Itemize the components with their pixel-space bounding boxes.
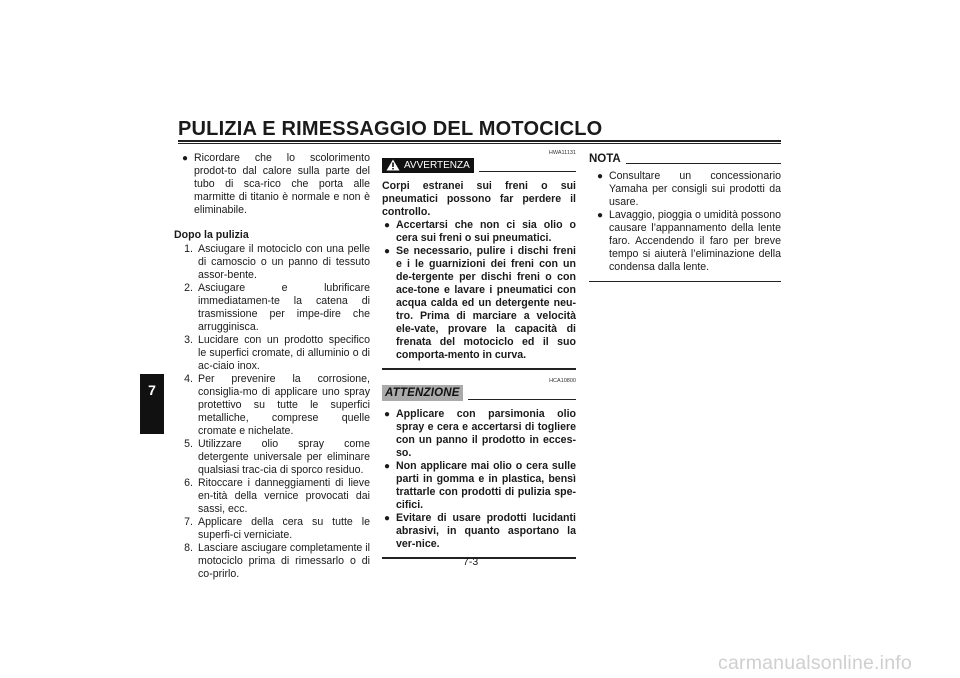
caution-header (382, 385, 576, 401)
caution-header-line (468, 399, 576, 400)
step-text: Utilizzare olio spray come detergente universale per eliminare qualsiasi trac-cia di sporco residuo. (198, 438, 370, 476)
bullet-text: Accertarsi che non ci sia olio o cera sui freni o sui pneumatici. (396, 219, 576, 244)
bullet-text: Non applicare mai olio o cera sulle parti in gomma e in plastica, bensì trattarle con prodotti di pulizia spe-cifici. (396, 460, 576, 511)
list-item (597, 170, 781, 209)
warning-label: AVVERTENZA (404, 159, 470, 171)
page-number: 7-3 (463, 556, 479, 568)
note-bottom-rule (589, 281, 781, 282)
step-text: Lasciare asciugare completamente il motociclo prima di rimessarlo o di co-prirlo. (198, 542, 370, 580)
step-number: 4. (184, 373, 193, 385)
bullet-icon: ● (384, 409, 391, 420)
list-item (384, 219, 576, 245)
step-item (174, 334, 370, 373)
bullet-text: Se necessario, pulire i dischi freni e i le guarnizioni dei freni con un de-tergente per dischi freni o con ace-tone e lavare i pneumatici con acqua calda ed un detergente neu-tro. Prima di marciare a velocità ele-vate, provare la capacità di frenata del motociclo ed il suo comporta-mento in curva. (396, 245, 576, 361)
bullet-text: Evitare di usare prodotti lucidanti abrasivi, in quanto asportano la ver-nice. (396, 512, 576, 550)
list-item (384, 408, 576, 460)
step-item (174, 282, 370, 334)
warning-header-line (479, 171, 576, 172)
step-text: Per prevenire la corrosione, consiglia-mo di applicare uno spray protettivo su tutte le superfici metalliche, comprese quelle cromate e nichelate. (198, 373, 370, 437)
step-number: 6. (184, 477, 193, 489)
list-item (384, 512, 576, 551)
step-item (174, 243, 370, 282)
bullet-icon: ● (384, 220, 391, 231)
list-item (384, 245, 576, 362)
step-item (174, 373, 370, 438)
step-text: Ritoccare i danneggiamenti di lieve en-tità della vernice provocati dai sassi, ecc. (198, 477, 370, 515)
warning-label-box (382, 158, 474, 173)
list-item (384, 460, 576, 512)
section-heading: Dopo la pulizia (174, 229, 249, 241)
bullet-text: Ricordare che lo scolorimento prodot-to dal calore sulla parte del tubo di sca-rico che porta alle marmitte di titanio è normale e non è eliminabile. (194, 152, 370, 216)
warning-body (382, 219, 576, 362)
step-text: Lucidare con un prodotto specifico le superfici cromate, di alluminio o di ac-ciaio inox. (198, 334, 370, 372)
step-number: 5. (184, 438, 193, 450)
note-body (589, 170, 781, 274)
bullet-icon: ● (384, 513, 391, 524)
bullet-text: Lavaggio, pioggia o umidità possono causare l’appannamento della lente faro. Accendendo il faro per breve tempo si aiuterà l’eliminazione della condensa dalla lente. (609, 209, 781, 273)
bullet-text: Applicare con parsimonia olio spray e cera e accertarsi di togliere con un panno il prodotto in ecces-so. (396, 408, 576, 459)
step-number: 7. (184, 516, 193, 528)
bullet-icon: ● (384, 246, 391, 257)
watermark: carmanualsonline.info (718, 652, 912, 674)
caution-bottom-rule (382, 557, 576, 559)
left-column (174, 152, 370, 581)
title-rule-thin (178, 143, 781, 144)
bullet-icon: ● (597, 171, 604, 182)
step-item (174, 438, 370, 477)
chapter-tab: 7 (140, 374, 164, 434)
warning-intro: Corpi estranei sui freni o sui pneumatici possono far perdere il controllo. (382, 180, 576, 218)
step-text: Asciugare il motociclo con una pelle di camoscio o un panno di tessuto assor-bente. (198, 243, 370, 281)
warning-bottom-rule (382, 368, 576, 370)
step-item (174, 477, 370, 516)
warning-header (382, 157, 576, 173)
warning-code: HWA11131 (548, 150, 576, 156)
steps-list (174, 243, 370, 581)
warning-triangle-icon (386, 159, 400, 171)
page-title: PULIZIA E RIMESSAGGIO DEL MOTOCICLO (178, 118, 603, 140)
right-column (589, 150, 781, 282)
step-item (174, 542, 370, 581)
bullet-icon: ● (597, 210, 604, 221)
list-item (182, 152, 370, 217)
middle-column (382, 150, 576, 559)
list-item (597, 209, 781, 274)
note-label: NOTA (589, 153, 621, 165)
step-text: Applicare della cera su tutte le superfi-ci verniciate. (198, 516, 370, 541)
step-item (174, 516, 370, 542)
note-header (589, 150, 781, 166)
bullet-icon: ● (384, 461, 391, 472)
step-number: 1. (184, 243, 193, 255)
step-number: 2. (184, 282, 193, 294)
caution-body (382, 408, 576, 551)
step-number: 8. (184, 542, 193, 554)
caution-code: HCA10800 (549, 378, 576, 384)
step-text: Asciugare e lubrificare immediatamen-te la catena di trasmissione per impe-dire che arrugginisca. (198, 282, 370, 333)
step-number: 3. (184, 334, 193, 346)
caution-label: ATTENZIONE (382, 385, 463, 401)
bullet-icon: ● (182, 153, 189, 164)
bullet-text: Consultare un concessionario Yamaha per consigli sui prodotti da usare. (609, 170, 781, 208)
note-header-line (626, 163, 781, 164)
title-rule (178, 140, 781, 142)
